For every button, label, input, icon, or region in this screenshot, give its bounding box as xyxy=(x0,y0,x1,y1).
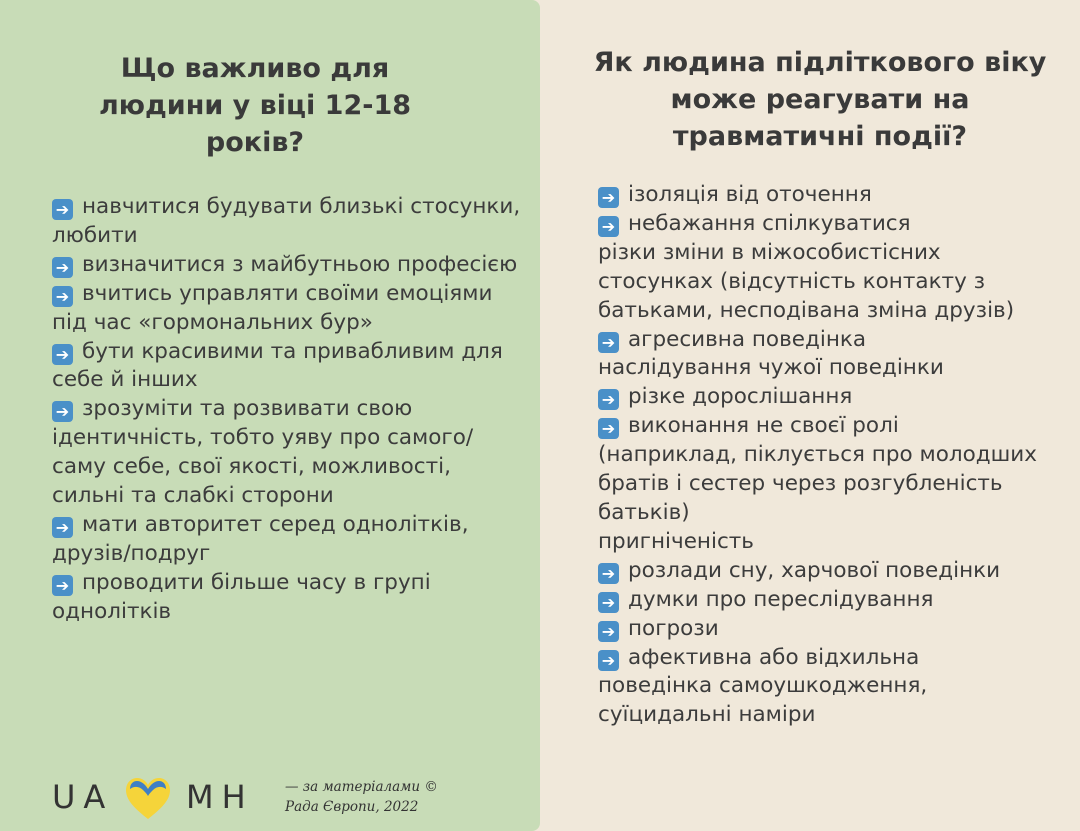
list-item-text: виконання не своєї ролі (наприклад, піклується про молодших братів і сестер через розгубленість батьків) xyxy=(598,413,1037,525)
list-item xyxy=(598,644,1038,702)
list-item xyxy=(52,395,522,511)
heart-icon xyxy=(124,776,172,822)
list-item xyxy=(52,511,522,569)
right-list xyxy=(598,181,1038,730)
list-item-text: різки зміни в міжособистісних стосунках (відсутність контакту з батьками, несподівана зміна друзів) xyxy=(598,239,1015,323)
list-item xyxy=(598,615,1038,644)
right-arrow-icon: ➔ xyxy=(598,332,619,353)
right-arrow-icon: ➔ xyxy=(52,199,73,220)
list-item xyxy=(598,181,1038,210)
right-arrow-icon: ➔ xyxy=(598,187,619,208)
right-arrow-icon: ➔ xyxy=(52,575,73,596)
list-item xyxy=(598,210,1038,239)
right-arrow-icon: ➔ xyxy=(52,401,73,422)
logo-text-ua: UA xyxy=(52,778,114,816)
left-title: Що важливо для людини у віці 12-18 років? xyxy=(98,53,412,158)
list-item xyxy=(598,326,1038,355)
right-arrow-icon: ➔ xyxy=(598,389,619,410)
list-item xyxy=(598,383,1038,412)
list-item xyxy=(598,557,1038,586)
right-arrow-icon: ➔ xyxy=(52,344,73,365)
uamh-logo xyxy=(52,776,262,822)
list-item xyxy=(598,701,1038,730)
list-item xyxy=(52,280,522,338)
list-item-text: вчитись управляти своїми емоціями під час «гормональних бур» xyxy=(52,280,493,335)
list-item-text: небажання спілкуватися xyxy=(628,210,911,236)
right-arrow-icon: ➔ xyxy=(598,216,619,237)
list-item-text: пригніченість xyxy=(598,528,754,554)
list-item xyxy=(52,251,522,280)
right-arrow-icon: ➔ xyxy=(598,563,619,584)
list-item xyxy=(598,586,1038,615)
list-item xyxy=(598,412,1038,528)
list-item-text: навчитися будувати близькі стосунки, любити xyxy=(52,194,521,248)
list-item-text: розлади сну, харчової поведінки xyxy=(628,557,1001,583)
right-title: Як людина підліткового віку може реагувати на травматичні події? xyxy=(593,47,1047,152)
list-item xyxy=(598,239,1038,326)
list-item-text: різке дорослішання xyxy=(628,384,853,410)
list-item xyxy=(52,193,522,251)
right-arrow-icon: ➔ xyxy=(598,650,619,671)
list-item xyxy=(52,569,522,627)
list-item-text: погрози xyxy=(628,615,719,641)
list-item-text: проводити більше часу в групі однолітків xyxy=(52,569,431,624)
right-arrow-icon: ➔ xyxy=(598,592,619,613)
list-item xyxy=(52,338,522,396)
list-item-text: суїцидальні наміри xyxy=(598,702,816,728)
list-item-text: мати авторитет серед однолітків, друзів/подруг xyxy=(52,511,469,566)
left-list xyxy=(52,193,522,627)
right-arrow-icon: ➔ xyxy=(52,257,73,278)
credit-line-1: — за матеріалами © xyxy=(285,779,438,795)
list-item-text: зрозуміти та розвивати свою ідентичність, тобто уяву про самого/саму себе, свої якості, можливості, сильні та слабкі сторони xyxy=(52,396,474,509)
list-item-text: ізоляція від оточення xyxy=(628,182,872,207)
source-credit xyxy=(285,777,455,817)
list-item-text: наслідування чужої поведінки xyxy=(598,355,944,381)
list-item-text: бути красивими та привабливим для себе й інших xyxy=(52,338,503,393)
list-item-text: афективна або відхильна поведінка самоушкодження, xyxy=(598,644,928,699)
list-item-text: думки про переслідування xyxy=(628,586,934,612)
right-arrow-icon: ➔ xyxy=(598,621,619,642)
right-arrow-icon: ➔ xyxy=(52,517,73,538)
list-item xyxy=(598,354,1038,383)
credit-line-2: Рада Європи, 2022 xyxy=(285,799,419,815)
logo-text-mh: MH xyxy=(186,778,254,816)
list-item-text: агресивна поведінка xyxy=(628,326,867,352)
right-arrow-icon: ➔ xyxy=(598,418,619,439)
right-arrow-icon: ➔ xyxy=(52,286,73,307)
list-item xyxy=(598,528,1038,557)
list-item-text: визначитися з майбутньою професією xyxy=(82,251,518,277)
